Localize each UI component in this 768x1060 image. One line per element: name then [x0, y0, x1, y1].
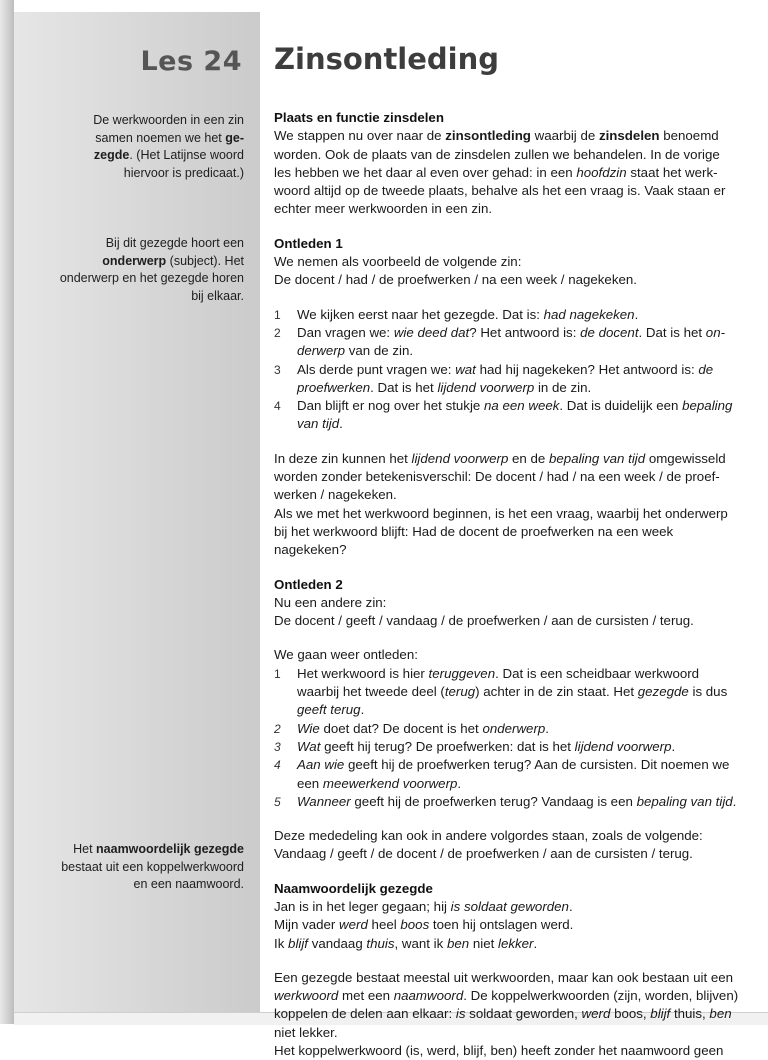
margin-note-gezegde: De werkwoorden in een zin samen noemen we het ge- zegde. (Het Latijnse woord hiervoor is predicaat.)	[93, 113, 244, 180]
list-item: 2 Dan vragen we: wie deed dat? Het antwoord is: de docent. Dat is het on- derwerp van de zin.	[274, 324, 726, 359]
list-item: 2 Wie doet dat? De docent is het onderwerp.	[274, 720, 549, 736]
paragraph: We gaan weer ontleden:	[274, 647, 418, 663]
section-heading: Ontleden 1	[274, 235, 343, 251]
page-title: Zinsontleding	[274, 42, 500, 76]
list-item: 5 Wanneer geeft hij de proefwerken terug? Vandaag is een bepaling van tijd.	[274, 793, 737, 809]
list-item: 4 Dan blijft er nog over het stukje na een week. Dat is duidelijk een bepaling van tijd.	[274, 398, 733, 432]
section-heading: Plaats en functie zinsdelen	[274, 110, 444, 125]
main-content	[274, 109, 740, 1060]
paragraph: Een gezegde bestaat meestal uit werkwoorden, maar kan ook bestaan uit een werkwoord met een naamwoord. De koppelwerkwoorden (zijn, worden, blijven) koppelen de delen aan elkaar: is soldaat geworden, werd boos, blijf thuis, ben niet lekker.	[274, 969, 739, 1040]
section-heading: Naamwoordelijk gezegde	[274, 880, 433, 896]
paragraph: We stappen nu over naar de zinsontleding waarbij de zinsdelen benoemd worden. Ook de plaats van de zinsdelen zullen we behandelen. In de vorige les hebben we het daar al even over gehad: in een hoofdzin staat het werk- woord altijd op de tweede plaats, behalve als het een vraag is. Vaak staan er echter meer werkwoorden in een zin.	[274, 128, 726, 217]
lesson-number: Les 24	[140, 46, 242, 77]
example-sentence: Ik blijf vandaag thuis, want ik ben niet lekker.	[274, 935, 538, 951]
margin-note-naamwoordelijk: Het naamwoordelijk gezegde bestaat uit een koppelwerkwoord en een naamwoord.	[61, 842, 244, 892]
list-item: 3 Wat geeft hij terug? De proefwerken: dat is het lijdend voorwerp.	[274, 738, 676, 754]
paragraph: Nu een andere zin:	[274, 594, 387, 610]
example-sentence: De docent / had / de proefwerken / na een week / nagekeken.	[274, 272, 637, 288]
paragraph: In deze zin kunnen het lijdend voorwerp en de bepaling van tijd omgewisseld worden zonder betekenisverschil: De docent / had / na een week / de proef- werken / nagekeken.	[274, 450, 726, 503]
list-item: 4 Aan wie geeft hij de proefwerken terug? Aan de cursisten. Dit noemen we een meewerkend voorwerp.	[274, 757, 730, 791]
example-sentence: Jan is in het leger gegaan; hij is soldaat geworden.	[274, 898, 573, 914]
list-item: 3 Als derde punt vragen we: wat had hij nagekeken? Het antwoord is: de proefwerken. Dat is het lijdend voorwerp in de zin.	[274, 361, 714, 395]
numbered-list	[274, 306, 740, 434]
numbered-list	[274, 665, 740, 811]
paragraph: Deze mededeling kan ook in andere volgordes staan, zoals de volgende: Vandaag / geeft / de docent / de proefwerken / aan de cursisten / terug.	[274, 828, 703, 862]
margin-note-onderwerp: Bij dit gezegde hoort een onderwerp (subject). Het onderwerp en het gezegde horen bij elkaar.	[59, 236, 244, 303]
page-edge-shadow	[0, 0, 14, 1024]
section-heading: Ontleden 2	[274, 576, 343, 592]
paragraph: We nemen als voorbeeld de volgende zin:	[274, 254, 522, 270]
example-sentence: De docent / geeft / vandaag / de proefwerken / aan de cursisten / terug.	[274, 613, 694, 629]
list-item: 1 Het werkwoord is hier teruggeven. Dat is een scheidbaar werkwoord waarbij het tweede deel (terug) achter in de zin staat. Het gezegde is dus geeft terug.	[274, 665, 728, 718]
list-item: 1 We kijken eerst naar het gezegde. Dat is: had nagekeken.	[274, 306, 639, 322]
paragraph-cutoff: Het koppelwerkwoord (is, werd, blijf, ben) heeft zonder het naamwoord geen	[274, 1043, 724, 1059]
paragraph: Als we met het werkwoord beginnen, is het een vraag, waarbij het onderwerp bij het werkwoord blijft: Had de docent de proefwerken na een week nagekeken?	[274, 505, 728, 558]
example-sentence: Mijn vader werd heel boos toen hij ontslagen werd.	[274, 917, 574, 933]
